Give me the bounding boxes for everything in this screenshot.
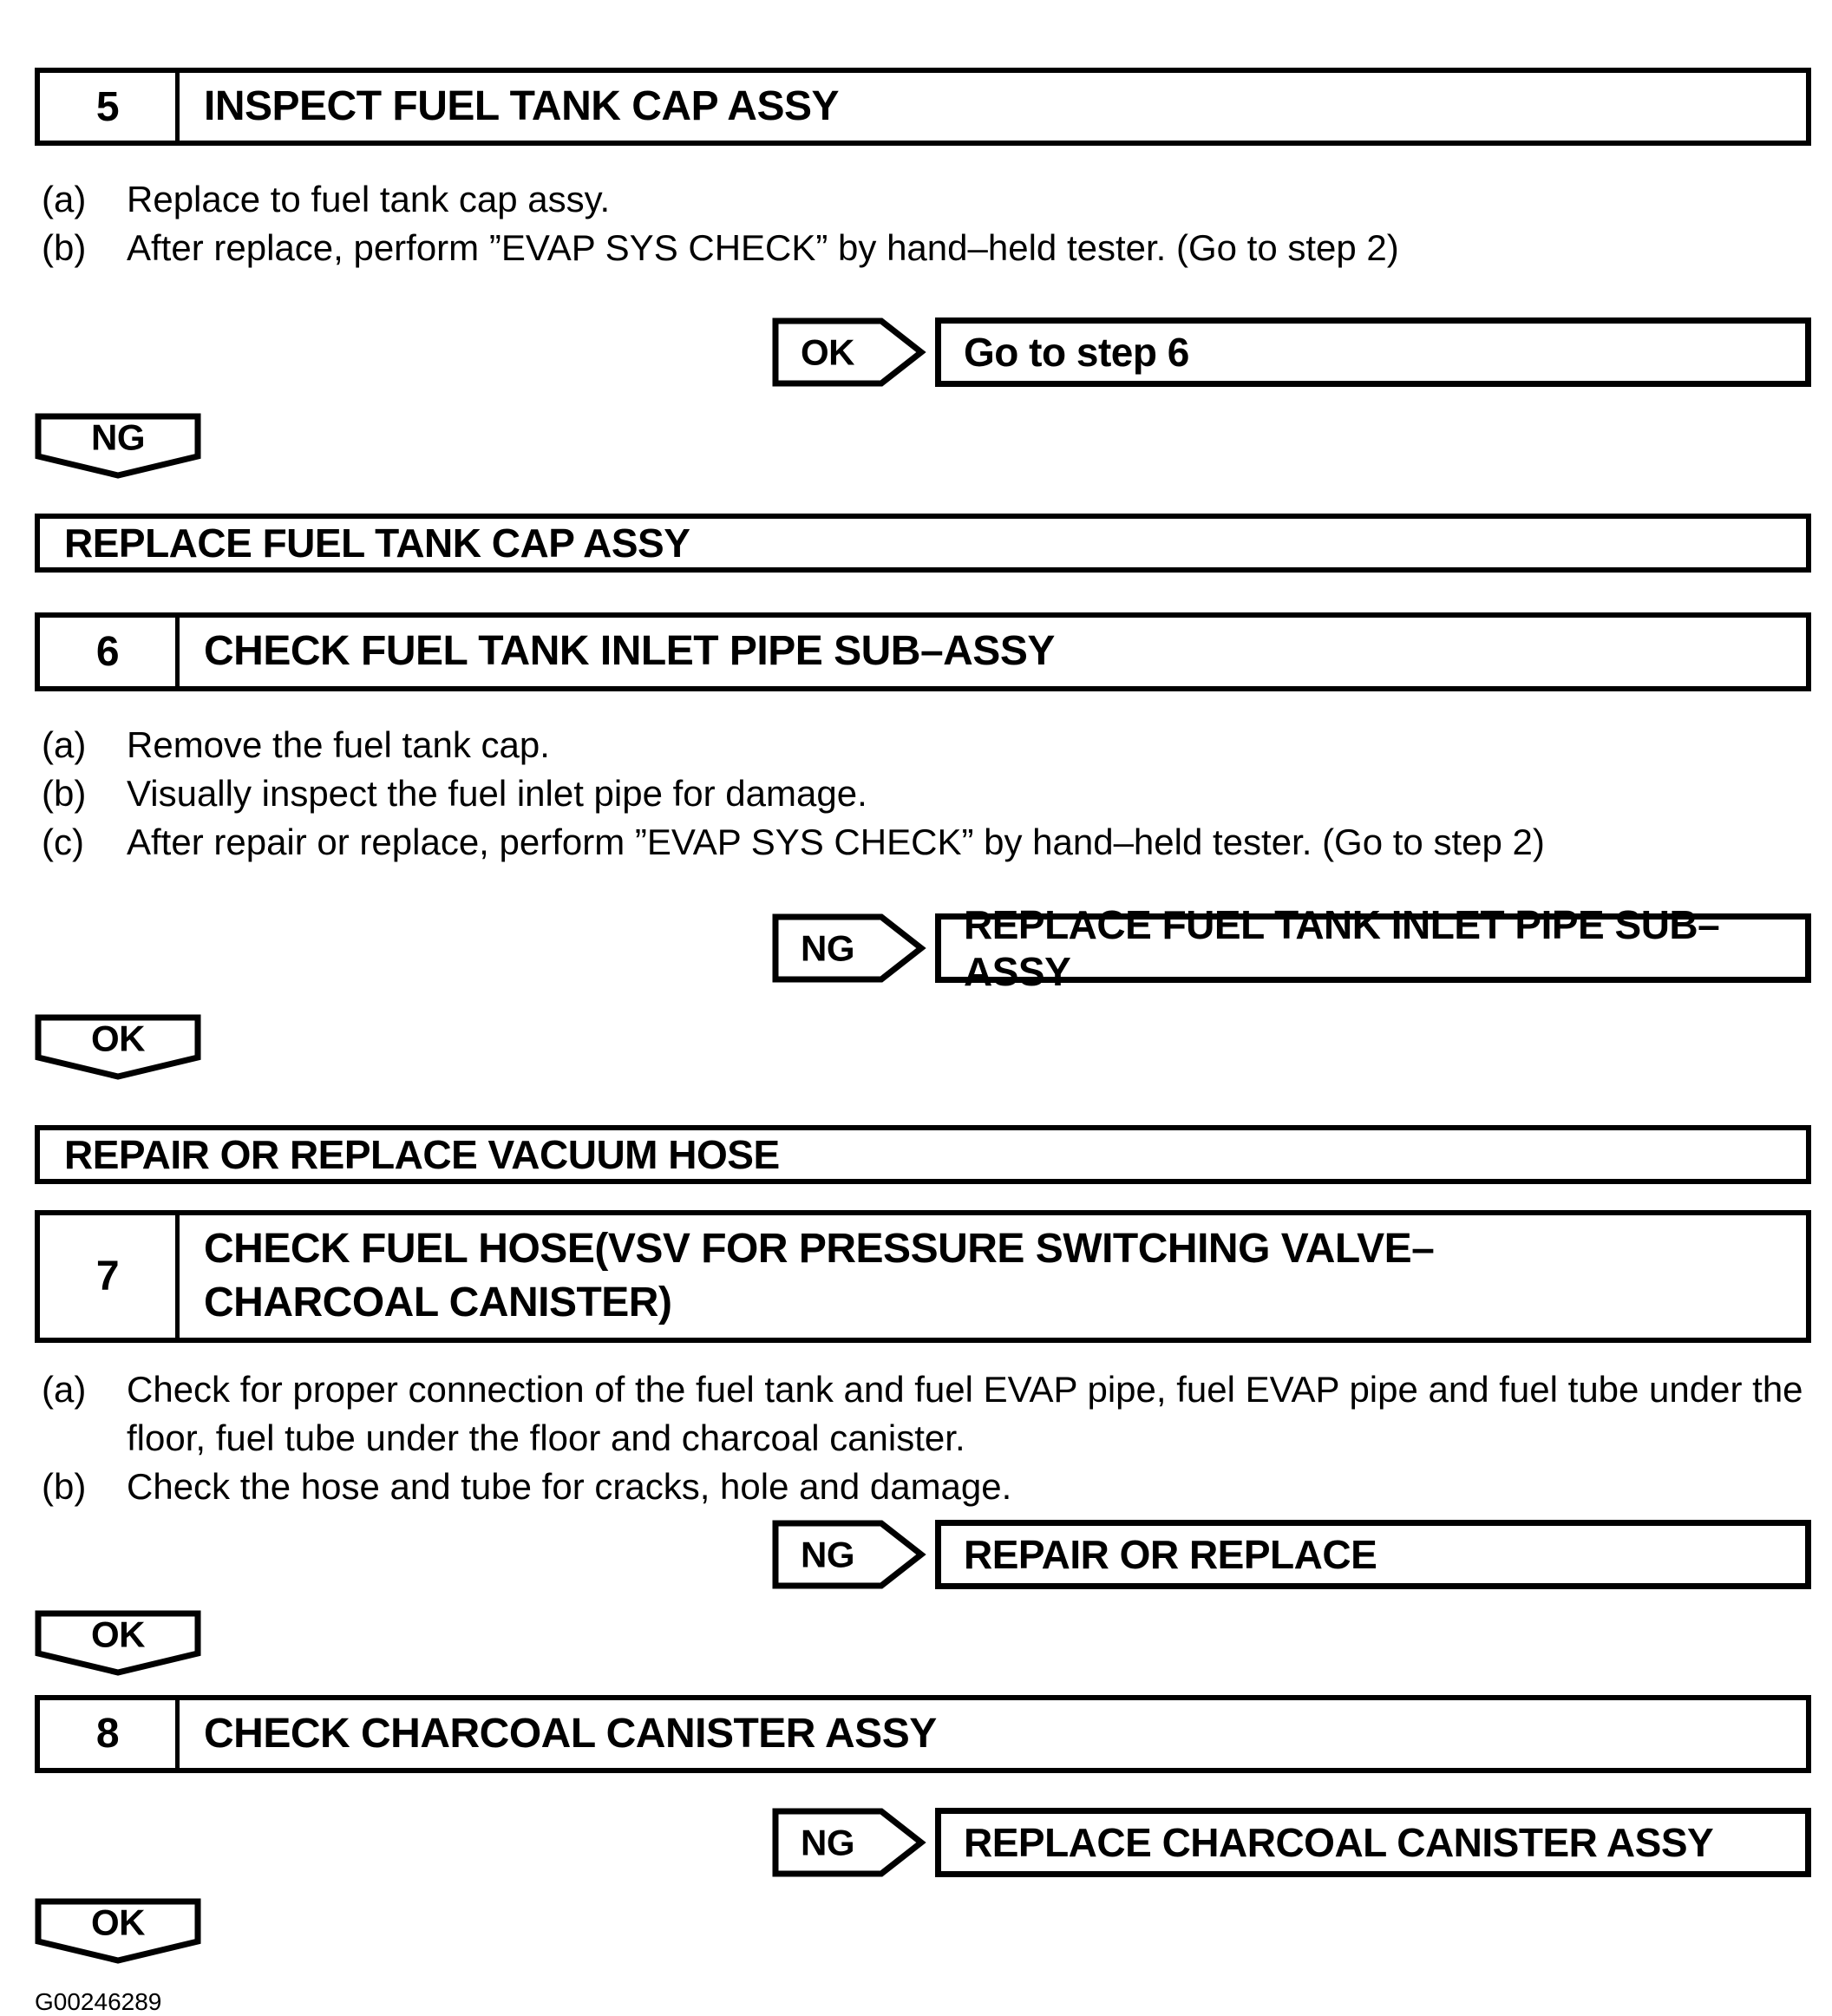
step6-branch-action-text: REPLACE FUEL TANK INLET PIPE SUB–ASSY bbox=[964, 901, 1720, 994]
step8-number: 8 bbox=[40, 1700, 180, 1768]
step6-number: 6 bbox=[40, 618, 180, 685]
step6-item-a-text: Remove the fuel tank cap. bbox=[127, 723, 550, 765]
step7-header bbox=[35, 1210, 1811, 1343]
step7-ng-branch bbox=[772, 1520, 1811, 1589]
step5-branch-action-text: Go to step 6 bbox=[964, 330, 1189, 376]
step7-item-a bbox=[42, 1365, 1811, 1463]
step5-title bbox=[180, 73, 856, 141]
step7-ok-verdict bbox=[35, 1610, 201, 1678]
step5-instructions bbox=[42, 175, 1811, 272]
ng-badge-icon bbox=[35, 413, 201, 481]
figure-id: G00246289 bbox=[35, 1987, 162, 2015]
step7-number: 7 bbox=[40, 1215, 180, 1338]
step8-title bbox=[180, 1700, 954, 1768]
step8-ok-verdict bbox=[35, 1898, 201, 1966]
ok-arrow-label: OK bbox=[801, 331, 854, 373]
ng-arrow-icon bbox=[772, 1808, 926, 1877]
step6-ok-verdict bbox=[35, 1014, 201, 1082]
step7-item-b-text: Check the hose and tube for cracks, hole and damage. bbox=[127, 1465, 1012, 1507]
step6-result-text: REPAIR OR REPLACE VACUUM HOSE bbox=[64, 1131, 780, 1177]
step5-item-a-label: (a) bbox=[42, 179, 87, 220]
ok-badge-label: OK bbox=[91, 1613, 145, 1655]
ok-badge-label: OK bbox=[91, 1018, 145, 1059]
ok-badge-label: OK bbox=[91, 1901, 145, 1943]
step7-title-text: CHECK FUEL HOSE(VSV FOR PRESSURE SWITCHING VALVE–CHARCOAL CANISTER) bbox=[204, 1225, 1435, 1326]
step6-item-b-label: (b) bbox=[42, 772, 87, 814]
step6-item-c-text: After repair or replace, perform ”EVAP SYS CHECK” by hand–held tester. (Go to step 2) bbox=[127, 821, 1545, 862]
step7-instructions bbox=[42, 1365, 1811, 1511]
step5-ng-verdict bbox=[35, 413, 201, 481]
step5-item-b-label: (b) bbox=[42, 227, 87, 269]
ng-badge-label: NG bbox=[91, 416, 145, 458]
step6-instructions bbox=[42, 721, 1811, 867]
step5-result-text: REPLACE FUEL TANK CAP ASSY bbox=[64, 520, 690, 566]
step6-ng-branch bbox=[772, 901, 1811, 994]
step5-item-a-text: Replace to fuel tank cap assy. bbox=[127, 179, 611, 220]
step7-item-b bbox=[42, 1463, 1811, 1511]
step6-item-c bbox=[42, 818, 1811, 867]
ng-arrow-label: NG bbox=[801, 1822, 854, 1863]
step7-item-a-text: Check for proper connection of the fuel tank and fuel EVAP pipe, fuel EVAP pipe and fuel tube under the floor, fuel tube under the floor and charcoal canister. bbox=[127, 1368, 1803, 1458]
step8-branch-action-box bbox=[935, 1808, 1811, 1877]
ng-arrow-icon bbox=[772, 1520, 926, 1589]
step6-result-bar bbox=[35, 1125, 1811, 1184]
step6-item-b bbox=[42, 769, 1811, 818]
step5-item-b bbox=[42, 224, 1811, 272]
ng-arrow-label: NG bbox=[801, 1534, 854, 1575]
step5-header bbox=[35, 68, 1811, 146]
step6-item-c-label: (c) bbox=[42, 821, 84, 862]
ng-arrow-label: NG bbox=[801, 927, 854, 969]
step6-title-text: CHECK FUEL TANK INLET PIPE SUB–ASSY bbox=[204, 628, 1055, 675]
step6-item-a bbox=[42, 721, 1811, 769]
step5-title-text: INSPECT FUEL TANK CAP ASSY bbox=[204, 83, 839, 129]
step6-title bbox=[180, 618, 1072, 685]
step6-item-b-text: Visually inspect the fuel inlet pipe for damage. bbox=[127, 772, 867, 814]
step7-branch-action-text: REPAIR OR REPLACE bbox=[964, 1531, 1377, 1577]
step5-item-a bbox=[42, 175, 1811, 224]
ok-badge-icon bbox=[35, 1014, 201, 1082]
step5-ok-branch bbox=[772, 317, 1811, 387]
step6-header bbox=[35, 612, 1811, 691]
ok-badge-icon bbox=[35, 1898, 201, 1966]
step8-branch-action-text: REPLACE CHARCOAL CANISTER ASSY bbox=[964, 1819, 1714, 1865]
step7-item-b-label: (b) bbox=[42, 1465, 87, 1507]
step5-branch-action-box bbox=[935, 317, 1811, 387]
ng-arrow-icon bbox=[772, 913, 926, 983]
step6-item-a-label: (a) bbox=[42, 723, 87, 765]
ok-badge-icon bbox=[35, 1610, 201, 1678]
step8-header bbox=[35, 1695, 1811, 1773]
step7-title bbox=[180, 1215, 1609, 1338]
step8-ng-branch bbox=[772, 1808, 1811, 1877]
step7-branch-action-box bbox=[935, 1520, 1811, 1589]
step6-branch-action-box bbox=[935, 901, 1811, 994]
step5-number: 5 bbox=[40, 73, 180, 141]
ok-arrow-icon bbox=[772, 317, 926, 387]
step5-result-bar bbox=[35, 514, 1811, 573]
step7-item-a-label: (a) bbox=[42, 1368, 87, 1410]
step8-title-text: CHECK CHARCOAL CANISTER ASSY bbox=[204, 1710, 937, 1757]
step5-item-b-text: After replace, perform ”EVAP SYS CHECK” by hand–held tester. (Go to step 2) bbox=[127, 227, 1399, 269]
